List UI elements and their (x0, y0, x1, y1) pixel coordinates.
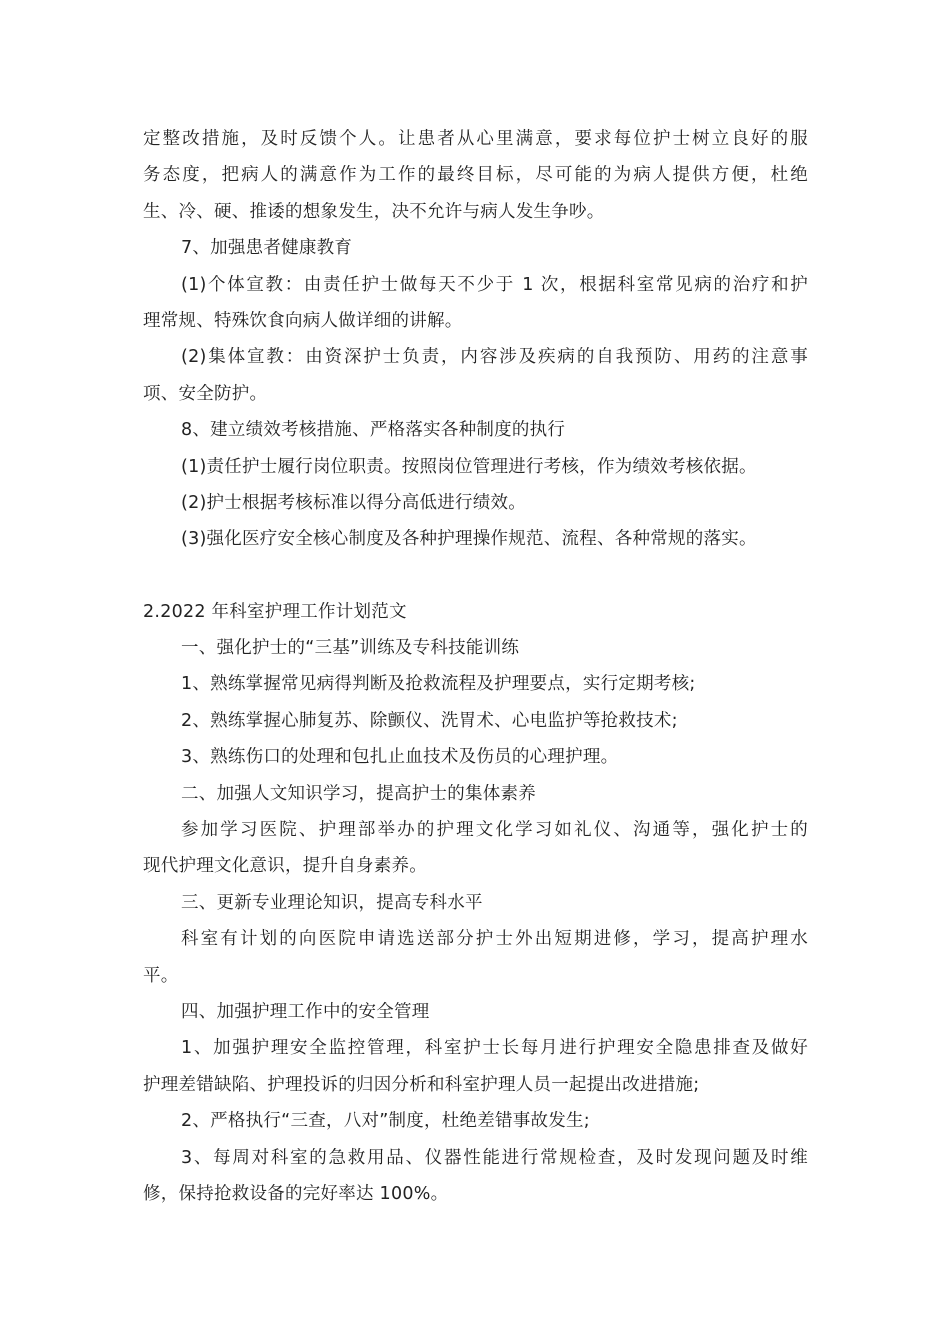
paragraph-line: (1)个体宣教：由责任护士做每天不少于 1 次，根据科室常见病的治疗和护 (181, 274, 808, 295)
paragraph-line: 生、冷、硬、推诿的想象发生，决不允许与病人发生争吵。 (143, 201, 605, 222)
list-item: 3、熟练伤口的处理和包扎止血技术及伤员的心理护理。 (181, 747, 619, 768)
section-heading-7: 7、加强患者健康教育 (181, 238, 353, 259)
subsection-heading: 三、更新专业理论知识，提高专科水平 (181, 892, 483, 913)
subsection-heading: 四、加强护理工作中的安全管理 (181, 1001, 430, 1022)
section-spacer (143, 558, 808, 594)
subsection-heading: 一、强化护士的“三基”训练及专科技能训练 (181, 638, 520, 659)
paragraph-line: 项、安全防护。 (143, 383, 268, 404)
list-item: (1)责任护士履行岗位职责。按照岗位管理进行考核，作为绩效考核依据。 (181, 456, 757, 477)
list-item: (3)强化医疗安全核心制度及各种护理操作规范、流程、各种常规的落实。 (181, 529, 757, 550)
list-item: 2、严格执行“三查，八对”制度，杜绝差错事故发生; (181, 1111, 590, 1132)
list-item: 2、熟练掌握心肺复苏、除颤仪、洗胃术、心电监护等抢救技术; (181, 710, 678, 731)
paragraph-line: 3、每周对科室的急救用品、仪器性能进行常规检查，及时发现问题及时维 (181, 1147, 808, 1168)
paragraph-line: 修，保持抢救设备的完好率达 100%。 (143, 1183, 449, 1204)
paragraph-line: (2)集体宣教：由资深护士负责，内容涉及疾病的自我预防、用药的注意事 (181, 347, 808, 368)
paragraph-line: 平。 (143, 965, 179, 986)
section-heading-8: 8、建立绩效考核措施、严格落实各种制度的执行 (181, 420, 566, 441)
list-item: (2)护士根据考核标准以得分高低进行绩效。 (181, 492, 527, 513)
section-title: 2.2022 年科室护理工作计划范文 (143, 601, 407, 622)
paragraph-line: 理常规、特殊饮食向病人做详细的讲解。 (143, 310, 463, 331)
paragraph-line: 1、加强护理安全监控管理，科室护士长每月进行护理安全隐患排查及做好 (181, 1038, 808, 1059)
paragraph-line: 护理差错缺陷、护理投诉的归因分析和科室护理人员一起提出改进措施; (143, 1074, 700, 1095)
list-item: 1、熟练掌握常见病得判断及抢救流程及护理要点，实行定期考核; (181, 674, 696, 695)
paragraph-line: 现代护理文化意识，提升自身素养。 (143, 856, 427, 877)
paragraph-line: 定整改措施，及时反馈个人。让患者从心里满意，要求每位护士树立良好的服 (143, 129, 808, 149)
paragraph-line: 科室有计划的向医院申请选送部分护士外出短期进修，学习，提高护理水 (181, 929, 808, 950)
paragraph-line: 参加学习医院、护理部举办的护理文化学习如礼仪、沟通等，强化护士的 (181, 820, 808, 841)
document-body (143, 121, 808, 1212)
subsection-heading: 二、加强人文知识学习，提高护士的集体素养 (181, 783, 536, 804)
paragraph-line: 务态度，把病人的满意作为工作的最终目标，尽可能的为病人提供方便，杜绝 (143, 165, 808, 186)
